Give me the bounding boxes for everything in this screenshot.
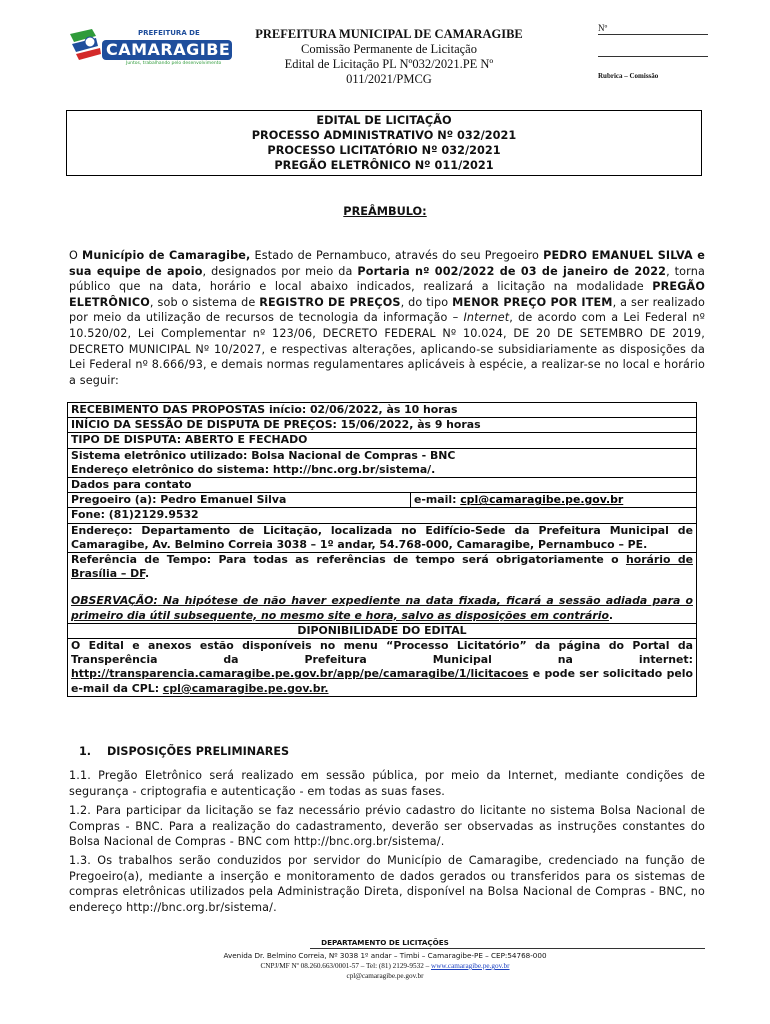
disponibilidade-row — [68, 639, 697, 697]
tipo-disputa-row: TIPO DE DISPUTA: ABERTO E FECHADO — [68, 433, 697, 448]
disp-text: e pode ser solicitado pelo e-mail da CPL: — [71, 667, 693, 695]
pregoeiro-cell: Pregoeiro (a): Pedro Emanuel Silva — [68, 493, 411, 508]
email-cell — [411, 493, 697, 508]
document-header — [244, 27, 534, 87]
endereco-row: Endereço: Departamento de Licitação, localizada no Edifício-Sede da Prefeitura Municipal de Camaragibe, Av. Belmino Correia 3038 – 1º andar, 54.768-000, Camaragibe, Pernambuco – PE. — [68, 523, 697, 552]
section-number: 1. — [79, 745, 92, 758]
referencia-label: Referência de Tempo: Para todas as referências de tempo será obrigatoriamente o — [71, 553, 626, 567]
email-label: e-mail: — [414, 493, 461, 507]
inicio-row: INÍCIO DA SESSÃO DE DISPUTA DE PREÇOS: 15/06/2022, às 9 horas — [68, 418, 697, 433]
transparencia-link[interactable]: http://transparencia.camaragibe.pe.gov.br/app/pe/camaragibe/1/licitacoes — [71, 667, 529, 681]
numero-label: Nº — [598, 23, 608, 33]
rubrica-label: Rubrica – Comissão — [598, 72, 659, 80]
modalidade: PREGÃO ELETRÔNICO — [69, 280, 705, 309]
recebimento-row: RECEBIMENTO DAS PROPOSTAS início: 02/06/2022, às 10 horas — [68, 403, 697, 418]
disp-text: O Edital e anexos estão disponíveis no menu “Processo Licitatório” da página do Portal da Transperência da Prefeitura Municipal na internet: — [71, 639, 693, 667]
observacao-end: . — [608, 608, 614, 622]
internet: Internet — [463, 311, 510, 325]
footer-divider — [310, 948, 705, 949]
preambulo-title: PREÂMBULO: — [343, 205, 427, 218]
municipio: Município de Camaragibe, — [82, 249, 251, 262]
text: , sob o sistema de — [149, 295, 260, 309]
paragraph-1-1: 1.1. Pregão Eletrônico será realizado em sessão pública, por meio da Internet, mediante condições de segurança - criptografia e autenticação - em todas as suas fases. — [69, 769, 705, 798]
preambulo-paragraph — [69, 248, 705, 388]
text: , a ser realizado por meio da utilização de recursos de tecnologia da informação – — [69, 295, 705, 325]
logo-tagline: Juntos, trabalhando pelo desenvolvimento — [126, 61, 222, 66]
referencia-row — [68, 553, 697, 624]
header-subtitle: Comissão Permanente de Licitação — [301, 42, 477, 56]
text: Estado de Pernambuco, através do seu Pregoeiro — [250, 249, 544, 262]
text: , do tipo — [400, 295, 453, 309]
prefeitura-logo — [66, 26, 234, 70]
pregoeiro-name: PEDRO EMANUEL SILVA e sua equipe de apoio — [69, 249, 705, 278]
text: , de acordo com a Lei Federal nº 10.520/02, Lei Complementar nº 123/06, DECRETO FEDERAL Nº 10.024, DE 20 DE SETEMBRO DE 2019, DECRETO MUNICIPAL Nº 10/2027, e respectivas alterações, aplicando-se subsidiariamente as disposições da Lei Federal nº 8.666/93, e demais normas regulamentares aplicáveis à espécie, a realizar-se no local e horário a seguir: — [69, 311, 705, 387]
cpl-email-link[interactable]: cpl@camaragibe.pe.gov.br. — [162, 681, 329, 695]
dados-contato-row: Dados para contato — [68, 478, 697, 493]
tipo: MENOR PREÇO POR ITEM — [452, 295, 613, 309]
footer-dept: DEPARTAMENTO DE LICITAÇÕES — [321, 938, 449, 947]
sistema-row — [68, 448, 697, 477]
section-1-heading — [79, 745, 289, 758]
referencia-end: . — [144, 567, 150, 581]
footer-address: Avenida Dr. Belmino Correia, Nº 3038 1º andar – Timbi – Camaragibe-PE – CEP:54768-000 — [223, 951, 547, 960]
text: , torna público que na data, horário e local abaixo indicados, realizará a licitação na modalidade — [69, 264, 705, 294]
title-line: PROCESSO LICITATÓRIO Nº 032/2021 — [267, 144, 501, 157]
portaria: Portaria nº 002/2022 de 03 de janeiro de 2022 — [357, 264, 667, 278]
footer-cnpj: CNPJ/MF Nº 08.260.663/0001-57 – Tel: (81) 2129-9532 – — [260, 962, 431, 970]
logo-name: CAMARAGIBE — [106, 40, 231, 59]
title-box — [66, 110, 702, 176]
fone-row: Fone: (81)2129.9532 — [68, 508, 697, 523]
info-table — [67, 402, 697, 697]
footer-email: cpl@camaragibe.pe.gov.br — [346, 972, 424, 980]
title-line: PREGÃO ELETRÔNICO Nº 011/2021 — [274, 159, 494, 172]
sistema: REGISTRO DE PREÇOS — [259, 295, 401, 309]
title-line: EDITAL DE LICITAÇÃO — [316, 114, 452, 127]
section-title: DISPOSIÇÕES PRELIMINARES — [106, 745, 290, 758]
numero-field — [598, 23, 708, 57]
logo-top-text: PREFEITURA DE — [138, 29, 200, 37]
text: , designados por meio da — [202, 264, 358, 278]
referencia-underlined: horário de Brasília – DF — [71, 553, 694, 581]
footer-contact — [0, 961, 770, 971]
text: O — [69, 249, 83, 262]
observacao-text: Na hipótese de não haver expediente na data fixada, ficará a sessão adiada para o primeiro dia útil subsequente, no mesmo site e hora, salvo as disposições em contrário — [71, 594, 693, 622]
title-line: PROCESSO ADMINISTRATIVO Nº 032/2021 — [251, 129, 517, 142]
disponibilidade-title: DIPONIBILIDADE DO EDITAL — [68, 623, 697, 638]
paragraph-1-3: 1.3. Os trabalhos serão conduzidos por servidor do Município de Camaragibe, credenciado na função de Pregoeiro(a), mediante a inserção e monitoramento de dados gerados ou transferidos para os sistemas de compras eletrônicas utilizados pela Administração Direta, disponível na Bolsa Nacional de Compras - BNC, no endereço http://bnc.org.br/sistema/. — [69, 854, 705, 914]
footer-site-link[interactable]: www.camaragibe.pe.gov.br — [431, 962, 510, 970]
header-edital-ref: Edital de Licitação PL Nº032/2021.PE Nº 011/2021/PMCG — [284, 57, 494, 86]
email-link[interactable]: cpl@camaragibe.pe.gov.br — [460, 493, 624, 507]
paragraph-1-2: 1.2. Para participar da licitação se faz necessário prévio cadastro do licitante no sistema Bolsa Nacional de Compras - BNC. Para a realização do cadastramento, deverão ser observadas as instruções constantes do Bolsa Nacional de Compras - BNC com http://bnc.org.br/sistema/. — [69, 804, 705, 849]
observacao-label: OBSERVAÇÃO: — [71, 594, 158, 608]
header-title: PREFEITURA MUNICIPAL DE CAMARAGIBE — [255, 27, 523, 41]
sistema-text: Sistema eletrônico utilizado: Bolsa Nacional de Compras - BNC — [71, 448, 456, 462]
endereco-sistema-text: Endereço eletrônico do sistema: http://bnc.org.br/sistema/. — [71, 462, 436, 476]
